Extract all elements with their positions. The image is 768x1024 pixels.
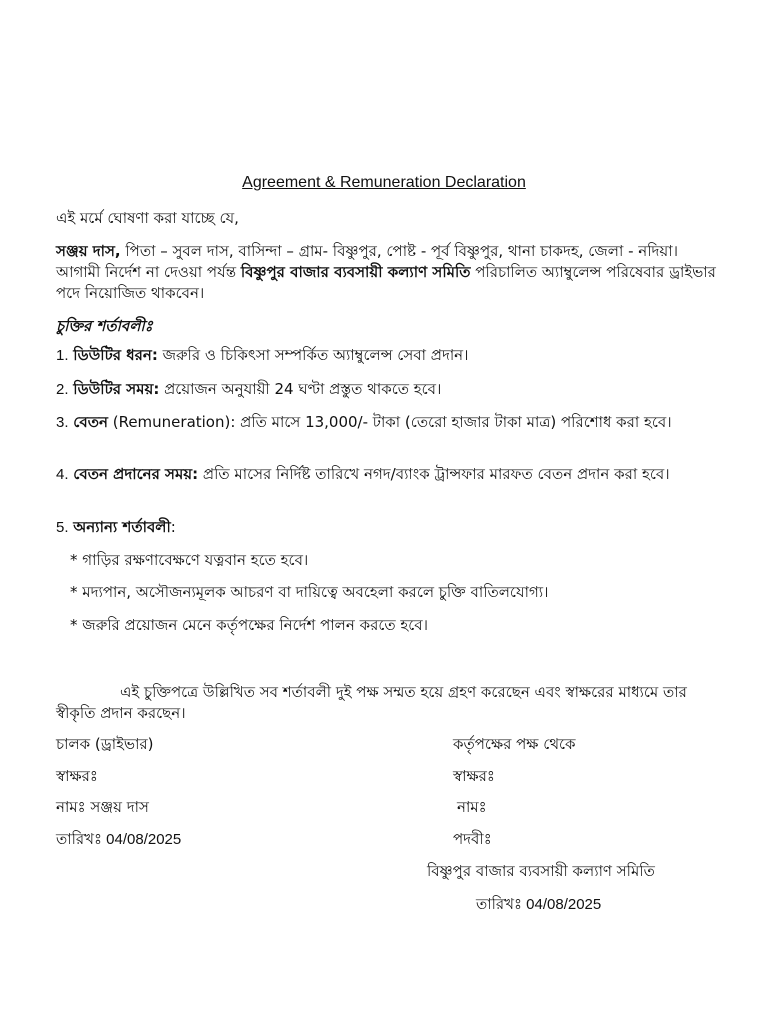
term-number: 2. — [56, 381, 69, 398]
other-term-item: * জরুরি প্রয়োজন মেনে কর্তৃপক্ষের নির্দেশ পালন করতে হবে। — [70, 616, 428, 634]
driver-signature-label: স্বাক্ষরঃ — [56, 767, 98, 785]
party-details: পিতা – সুবল দাস, বাসিন্দা – গ্রাম- বিষ্ণুপুর, পোষ্ট - পূর্ব বিষ্ণুপুর, থানা চাকদহ, জেলা - নদিয়া। আগামী নির্দেশ না দেওয়া পর্যন্ত — [56, 242, 678, 281]
driver-name-label: নামঃ সঞ্জয় দাস — [56, 798, 149, 816]
term-number: 5. — [56, 519, 69, 536]
term-number: 1. — [56, 347, 69, 364]
term-label: অন্যান্য শর্তাবলী — [73, 518, 171, 536]
term-label: ডিউটির ধরন: — [73, 346, 158, 364]
term-number: 4. — [56, 466, 69, 483]
term-number: 3. — [56, 414, 69, 431]
other-term-item: * মদ্যপান, অসৌজন্যমূলক আচরণ বা দায়িত্বে অবহেলা করলে চুক্তি বাতিলযোগ্য। — [70, 583, 549, 601]
closing-paragraph: এই চুক্তিপত্রে উল্লিখিত সব শর্তাবলী দুই পক্ষ সম্মত হয়ে গ্রহণ করেছেন এবং স্বাক্ষরের মাধ্যমে তার স্বীকৃতি প্রদান করছেন। — [56, 683, 687, 722]
party-name: সঞ্জয় দাস, — [56, 242, 121, 260]
term-text: প্রয়োজন অনুযায়ী 24 ঘণ্টা প্রস্তুত থাকতে হবে। — [159, 380, 442, 398]
term-item — [56, 412, 716, 433]
document-title: Agreement & Remuneration Declaration — [242, 174, 526, 191]
term-label: ডিউটির সময়: — [73, 380, 160, 398]
authority-name-label: নামঃ — [457, 798, 487, 816]
driver-date-label: তারিখঃ 04/08/2025 — [56, 831, 182, 848]
authority-heading: কর্তৃপক্ষের পক্ষ থেকে — [453, 735, 576, 753]
term-label: বেতন — [73, 413, 108, 431]
authority-organization: বিষ্ণুপুর বাজার ব্যবসায়ী কল্যাণ সমিতি — [427, 862, 655, 880]
term-item — [56, 517, 176, 538]
term-text: জরুরি ও চিকিৎসা সম্পর্কিত অ্যাম্বুলেন্স সেবা প্রদান। — [157, 346, 469, 364]
intro-text: এই মর্মে ঘোষণা করা যাচ্ছে যে, — [56, 209, 239, 227]
driver-heading: চালক (ড্রাইভার) — [56, 735, 154, 753]
terms-heading: চুক্তির শর্তাবলীঃ — [56, 317, 153, 335]
term-item — [56, 379, 441, 400]
authority-designation-label: পদবীঃ — [453, 830, 492, 848]
term-label: বেতন প্রদানের সময়: — [73, 465, 199, 483]
organization-name: বিষ্ণুপুর বাজার ব্যবসায়ী কল্যাণ সমিতি — [240, 263, 471, 281]
term-item — [56, 345, 469, 366]
term-item — [56, 464, 716, 485]
party-role: পরিচালিত অ্যাম্বুলেন্স পরিষেবার ড্রাইভার পদে নিয়োজিত থাকবেন। — [56, 263, 716, 302]
authority-signature-label: স্বাক্ষরঃ — [453, 767, 495, 785]
other-term-item: * গাড়ির রক্ষণাবেক্ষণে যত্নবান হতে হবে। — [70, 551, 309, 569]
party-paragraph — [56, 241, 716, 304]
term-text: (Remuneration): প্রতি মাসে 13,000/- টাকা (তেরো হাজার টাকা মাত্র) পরিশোধ করা হবে। — [107, 413, 672, 431]
term-text: প্রতি মাসের নির্দিষ্ট তারিখে নগদ/ব্যাংক ট্রান্সফার মারফত বেতন প্রদান করা হবে। — [198, 465, 670, 483]
term-text: : — [170, 518, 176, 536]
authority-date-label: তারিখঃ 04/08/2025 — [476, 896, 602, 913]
